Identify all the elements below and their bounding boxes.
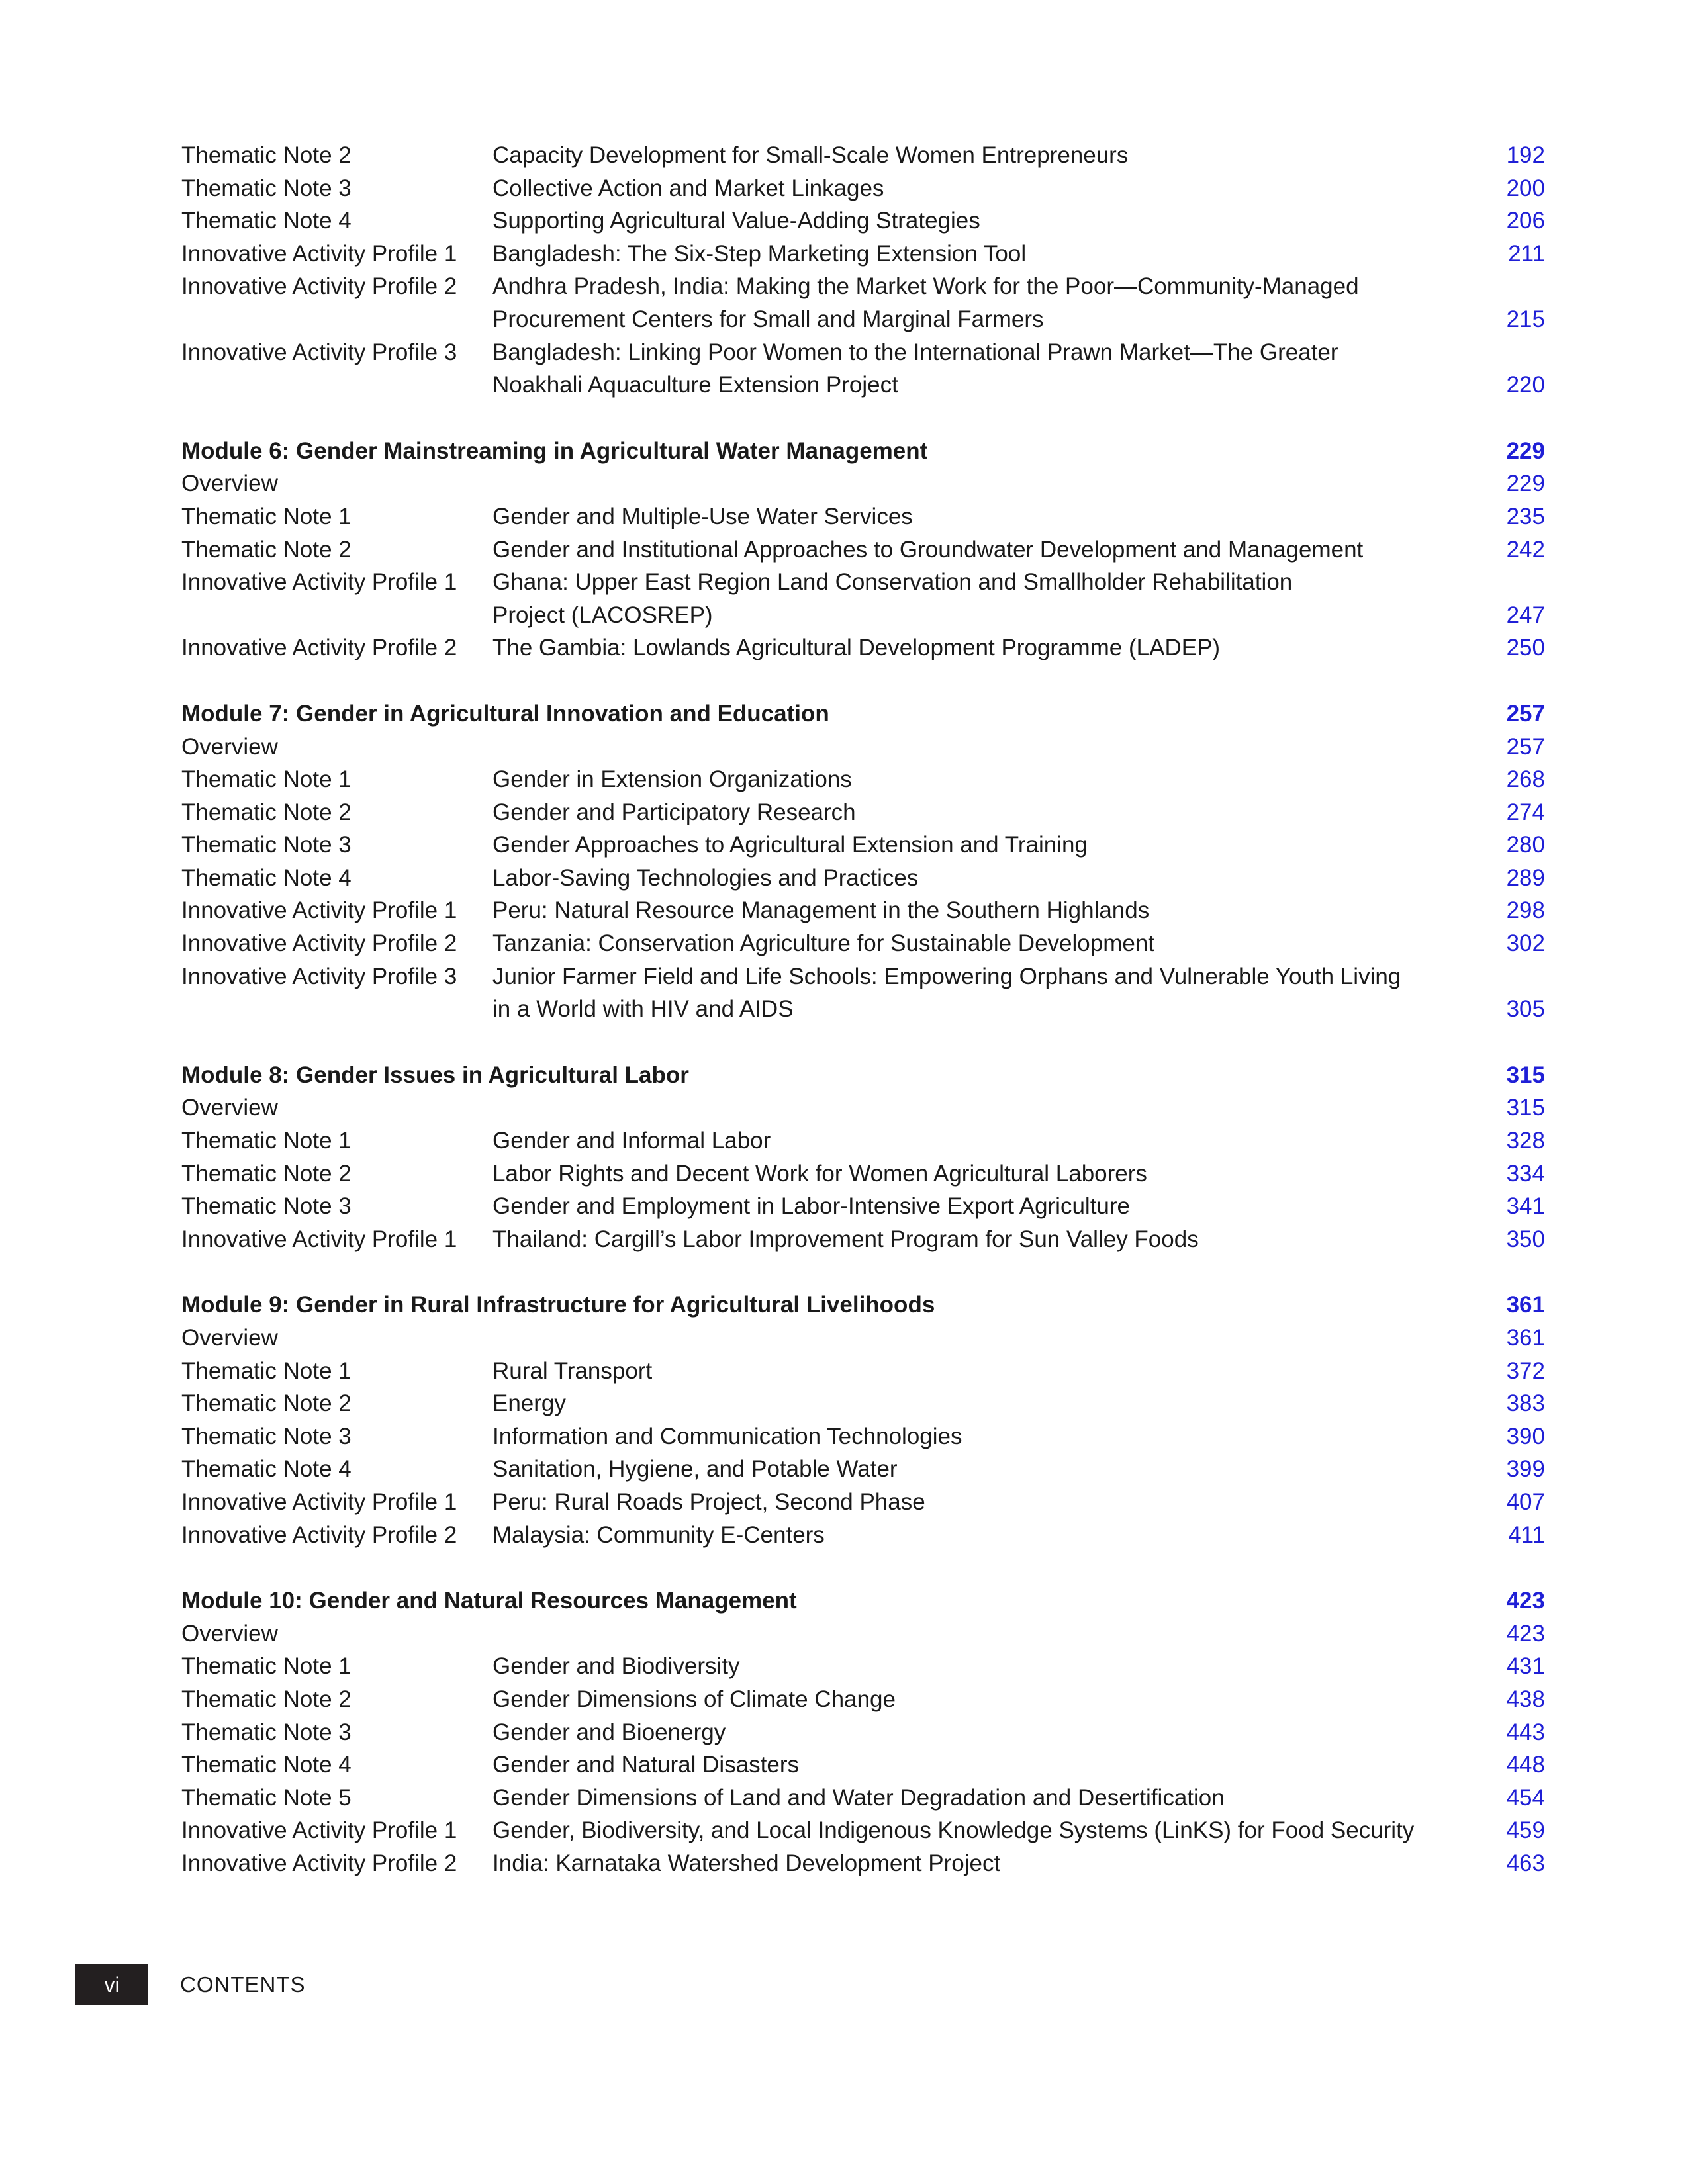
page-number-link[interactable]: 192 — [1506, 142, 1545, 168]
entry-label: Thematic Note 5 — [181, 1784, 352, 1811]
entry-title — [492, 205, 1472, 238]
entry-title-line: Gender and Natural Disasters — [492, 1752, 799, 1778]
page-number-link[interactable]: 361 — [1506, 1292, 1545, 1318]
module-title: Module 6: Gender Mainstreaming in Agricultural Water Management — [181, 437, 928, 464]
toc-entry[interactable] — [181, 1453, 1545, 1486]
entry-label: Thematic Note 2 — [181, 1390, 352, 1417]
entry-label: Overview — [181, 1620, 278, 1647]
entry-label: Overview — [181, 1325, 278, 1351]
entry-title — [492, 763, 1472, 796]
entry-title-line: Gender and Bioenergy — [492, 1719, 726, 1745]
entry-title — [492, 796, 1472, 829]
page-number-link[interactable]: 298 — [1506, 897, 1545, 924]
entry-title — [492, 336, 1472, 402]
entry-title — [492, 1387, 1472, 1420]
toc-entry[interactable] — [181, 1355, 1545, 1388]
page-number-link[interactable]: 200 — [1506, 175, 1545, 201]
page-number-link[interactable]: 328 — [1506, 1128, 1545, 1154]
page-number-link[interactable]: 268 — [1506, 766, 1545, 793]
toc-entry[interactable] — [181, 1420, 1545, 1453]
page-number-link[interactable]: 257 — [1506, 700, 1545, 727]
module-title: Module 7: Gender in Agricultural Innovation and Education — [181, 700, 829, 727]
entry-title-line: Energy — [492, 1390, 566, 1417]
toc-entry[interactable] — [181, 894, 1545, 927]
entry-label: Thematic Note 4 — [181, 1752, 352, 1778]
entry-title-line: Gender Dimensions of Climate Change — [492, 1686, 896, 1712]
toc-entry[interactable] — [181, 566, 1545, 631]
page-number-link[interactable]: 350 — [1506, 1226, 1545, 1252]
entry-label: Innovative Activity Profile 2 — [181, 931, 457, 957]
entry-label: Innovative Activity Profile 1 — [181, 1817, 457, 1844]
module-title: Module 8: Gender Issues in Agricultural Labor — [181, 1062, 689, 1088]
page-number-link[interactable]: 431 — [1506, 1653, 1545, 1680]
page-number-link[interactable]: 459 — [1506, 1817, 1545, 1844]
entry-label: Thematic Note 3 — [181, 1193, 352, 1220]
toc-entry[interactable] — [181, 631, 1545, 664]
entry-title — [492, 270, 1472, 336]
entry-label: Innovative Activity Profile 2 — [181, 273, 457, 300]
entry-title-line: Gender Approaches to Agricultural Extension and Training — [492, 832, 1088, 858]
entry-label: Thematic Note 1 — [181, 1128, 352, 1154]
entry-title — [492, 1519, 1472, 1552]
page-number-link[interactable]: 289 — [1506, 864, 1545, 891]
entry-label: Innovative Activity Profile 1 — [181, 1488, 457, 1515]
entry-title-line: Collective Action and Market Linkages — [492, 175, 884, 201]
entry-title — [492, 927, 1472, 960]
entry-label: Innovative Activity Profile 1 — [181, 240, 457, 267]
entry-title-line: Andhra Pradesh, India: Making the Market Work for the Poor—Community-Managed — [492, 273, 1359, 300]
module-title: Module 10: Gender and Natural Resources Management — [181, 1588, 797, 1614]
entry-label: Innovative Activity Profile 2 — [181, 1850, 457, 1876]
entry-title-line: Peru: Natural Resource Management in the Southern Highlands — [492, 897, 1150, 924]
entry-title-line: Project (LACOSREP) — [492, 602, 713, 628]
entry-title-line: Labor Rights and Decent Work for Women Agricultural Laborers — [492, 1160, 1147, 1187]
toc-entry[interactable] — [181, 1190, 1545, 1223]
page-number-link[interactable]: 341 — [1506, 1193, 1545, 1220]
page-number-link[interactable]: 206 — [1506, 208, 1545, 234]
page-number-link[interactable]: 423 — [1506, 1588, 1545, 1614]
entry-title — [492, 1716, 1472, 1749]
entry-title — [492, 862, 1472, 895]
entry-title-line: Capacity Development for Small-Scale Women Entrepreneurs — [492, 142, 1129, 168]
entry-label: Thematic Note 4 — [181, 864, 352, 891]
entry-label: Innovative Activity Profile 1 — [181, 1226, 457, 1252]
page-number-link[interactable]: 383 — [1506, 1390, 1545, 1417]
module-title: Module 9: Gender in Rural Infrastructure for Agricultural Livelihoods — [181, 1292, 935, 1318]
entry-label: Innovative Activity Profile 2 — [181, 635, 457, 661]
toc-entry[interactable] — [181, 1091, 1545, 1124]
page-number-link[interactable]: 438 — [1506, 1686, 1545, 1712]
entry-label: Thematic Note 4 — [181, 1456, 352, 1482]
page-number-link[interactable]: 235 — [1506, 503, 1545, 529]
toc-module-heading[interactable] — [181, 698, 1545, 731]
page-number-link[interactable]: 463 — [1506, 1850, 1545, 1876]
toc-entry[interactable] — [181, 796, 1545, 829]
page-number-link[interactable]: 280 — [1506, 832, 1545, 858]
entry-title-line: Gender Dimensions of Land and Water Degradation and Desertification — [492, 1784, 1225, 1811]
entry-title — [492, 631, 1472, 664]
toc-entry[interactable] — [181, 1486, 1545, 1519]
entry-title — [492, 1749, 1472, 1782]
entry-label: Thematic Note 3 — [181, 1423, 352, 1449]
entry-label: Innovative Activity Profile 2 — [181, 1522, 457, 1548]
page-number-link[interactable]: 229 — [1506, 471, 1545, 497]
entry-title — [492, 1782, 1472, 1815]
toc-entry[interactable] — [181, 238, 1545, 271]
toc-entry[interactable] — [181, 763, 1545, 796]
toc-module-heading[interactable] — [181, 1059, 1545, 1092]
entry-title — [492, 1190, 1472, 1223]
entry-title — [492, 139, 1472, 172]
toc-entry[interactable] — [181, 270, 1545, 336]
entry-label: Overview — [181, 733, 278, 760]
toc-entry[interactable] — [181, 1650, 1545, 1683]
entry-title-line: Gender and Participatory Research — [492, 799, 856, 825]
page-number-link[interactable]: 257 — [1506, 733, 1545, 760]
page-number-link[interactable]: 247 — [1506, 602, 1545, 628]
entry-label: Thematic Note 3 — [181, 832, 352, 858]
entry-title — [492, 1223, 1472, 1256]
entry-title-line: Malaysia: Community E-Centers — [492, 1522, 825, 1548]
toc-entry[interactable] — [181, 960, 1545, 1026]
toc-entry[interactable] — [181, 862, 1545, 895]
entry-label: Thematic Note 3 — [181, 175, 352, 201]
entry-title-line: Gender and Biodiversity — [492, 1653, 740, 1680]
page-number-link[interactable]: 454 — [1506, 1784, 1545, 1811]
page-number-link[interactable]: 399 — [1506, 1456, 1545, 1482]
page-number-link[interactable]: 302 — [1506, 931, 1545, 957]
entry-title-line: Noakhali Aquaculture Extension Project — [492, 372, 898, 398]
entry-label: Thematic Note 2 — [181, 142, 352, 168]
entry-title — [492, 1453, 1472, 1486]
entry-title — [492, 566, 1472, 631]
toc-entry[interactable] — [181, 500, 1545, 533]
entry-title-line: Information and Communication Technologies — [492, 1423, 962, 1449]
toc-module-heading[interactable] — [181, 1584, 1545, 1617]
entry-label: Innovative Activity Profile 1 — [181, 569, 457, 596]
entry-label: Overview — [181, 1095, 278, 1121]
toc-module-heading[interactable] — [181, 1289, 1545, 1322]
entry-label: Thematic Note 1 — [181, 1357, 352, 1384]
entry-title-line: Gender and Informal Labor — [492, 1128, 771, 1154]
entry-label: Thematic Note 2 — [181, 1160, 352, 1187]
page-number-link[interactable]: 361 — [1506, 1325, 1545, 1351]
toc-entry[interactable] — [181, 1749, 1545, 1782]
entry-title-line: Gender, Biodiversity, and Local Indigenous Knowledge Systems (LinKS) for Food Security — [492, 1817, 1415, 1844]
entry-title — [492, 533, 1472, 567]
entry-title — [492, 1486, 1472, 1519]
entry-title-line: in a World with HIV and AIDS — [492, 996, 794, 1023]
entry-title — [492, 960, 1472, 1026]
page-number-link[interactable]: 229 — [1506, 437, 1545, 464]
toc-entry[interactable] — [181, 1124, 1545, 1158]
page-number-link[interactable]: 220 — [1506, 372, 1545, 398]
toc-entry[interactable] — [181, 1716, 1545, 1749]
entry-title — [492, 1814, 1472, 1847]
entry-label: Innovative Activity Profile 3 — [181, 963, 457, 989]
entry-title-line: Ghana: Upper East Region Land Conservation and Smallholder Rehabilitation — [492, 569, 1293, 596]
entry-title — [492, 1847, 1472, 1880]
entry-title — [492, 1683, 1472, 1716]
toc-entry[interactable] — [181, 1158, 1545, 1191]
toc-entry[interactable] — [181, 1223, 1545, 1256]
entry-title-line: The Gambia: Lowlands Agricultural Development Programme (LADEP) — [492, 635, 1221, 661]
entry-title — [492, 894, 1472, 927]
entry-title-line: Bangladesh: The Six-Step Marketing Extension Tool — [492, 240, 1027, 267]
entry-title-line: Labor-Saving Technologies and Practices — [492, 864, 919, 891]
toc-entry[interactable] — [181, 1322, 1545, 1355]
page-number-link[interactable]: 407 — [1506, 1488, 1545, 1515]
entry-title — [492, 172, 1472, 205]
entry-title-line: Procurement Centers for Small and Marginal Farmers — [492, 306, 1044, 332]
running-footer-label: CONTENTS — [180, 1972, 306, 1997]
toc-entry[interactable] — [181, 829, 1545, 862]
page-number-link[interactable]: 315 — [1506, 1095, 1545, 1121]
entry-title-line: Gender and Institutional Approaches to Groundwater Development and Management — [492, 536, 1364, 563]
toc-entry[interactable] — [181, 1519, 1545, 1552]
page-number-link[interactable]: 443 — [1506, 1719, 1545, 1745]
entry-label: Thematic Note 2 — [181, 1686, 352, 1712]
entry-label: Thematic Note 2 — [181, 536, 352, 563]
entry-title-line: India: Karnataka Watershed Development Project — [492, 1850, 1001, 1876]
page-number-link[interactable]: 390 — [1506, 1423, 1545, 1449]
page-number-link[interactable]: 448 — [1506, 1752, 1545, 1778]
entry-title-line: Peru: Rural Roads Project, Second Phase — [492, 1488, 925, 1515]
entry-title-line: Gender and Multiple-Use Water Services — [492, 503, 913, 529]
entry-title-line: Gender and Employment in Labor-Intensive Export Agriculture — [492, 1193, 1131, 1220]
entry-title — [492, 1124, 1472, 1158]
page-number-link[interactable]: 372 — [1506, 1357, 1545, 1384]
entry-label: Innovative Activity Profile 1 — [181, 897, 457, 924]
entry-title-line: Junior Farmer Field and Life Schools: Empowering Orphans and Vulnerable Youth Living — [492, 963, 1401, 989]
entry-title-line: Rural Transport — [492, 1357, 653, 1384]
entry-label: Overview — [181, 471, 278, 497]
toc-entry[interactable] — [181, 139, 1545, 172]
toc-entry[interactable] — [181, 336, 1545, 402]
toc-entry[interactable] — [181, 205, 1545, 238]
toc-entry[interactable] — [181, 172, 1545, 205]
entry-label: Thematic Note 1 — [181, 503, 352, 529]
entry-label: Innovative Activity Profile 3 — [181, 339, 457, 365]
entry-label: Thematic Note 4 — [181, 208, 352, 234]
page-number-link[interactable]: 334 — [1506, 1160, 1545, 1187]
toc-entry[interactable] — [181, 1617, 1545, 1651]
page-number-link[interactable]: 250 — [1506, 635, 1545, 661]
entry-label: Thematic Note 2 — [181, 799, 352, 825]
entry-title-line: Supporting Agricultural Value-Adding Strategies — [492, 208, 980, 234]
toc-entry[interactable] — [181, 1683, 1545, 1716]
page-number-link[interactable]: 305 — [1506, 996, 1545, 1023]
page-footer — [75, 1964, 306, 2005]
entry-label: Thematic Note 1 — [181, 766, 352, 793]
entry-title — [492, 829, 1472, 862]
entry-label: Thematic Note 3 — [181, 1719, 352, 1745]
page-number-link[interactable]: 315 — [1506, 1062, 1545, 1088]
page-number-badge: vi — [75, 1964, 148, 2005]
toc-entry[interactable] — [181, 467, 1545, 500]
toc-entry[interactable] — [181, 1814, 1545, 1847]
toc-entry[interactable] — [181, 533, 1545, 567]
toc-module-heading[interactable] — [181, 435, 1545, 468]
page-number-link[interactable]: 215 — [1506, 306, 1545, 332]
entry-title-line: Bangladesh: Linking Poor Women to the International Prawn Market—The Greater — [492, 339, 1338, 365]
entry-title — [492, 500, 1472, 533]
entry-title — [492, 1355, 1472, 1388]
entry-title-line: Sanitation, Hygiene, and Potable Water — [492, 1456, 898, 1482]
entry-title — [492, 238, 1472, 271]
page-number-link[interactable]: 211 — [1508, 240, 1545, 267]
toc-entry[interactable] — [181, 927, 1545, 960]
entry-title-line: Tanzania: Conservation Agriculture for Sustainable Development — [492, 931, 1155, 957]
entry-title-line: Thailand: Cargill’s Labor Improvement Program for Sun Valley Foods — [492, 1226, 1199, 1252]
toc-entry[interactable] — [181, 1847, 1545, 1880]
entry-title-line: Gender in Extension Organizations — [492, 766, 852, 793]
page-number-link[interactable]: 242 — [1506, 536, 1545, 563]
toc-entry[interactable] — [181, 1782, 1545, 1815]
entry-title — [492, 1158, 1472, 1191]
table-of-contents — [181, 139, 1545, 1880]
entry-label: Thematic Note 1 — [181, 1653, 352, 1680]
page-number-link[interactable]: 274 — [1506, 799, 1545, 825]
entry-title — [492, 1650, 1472, 1683]
entry-title — [492, 1420, 1472, 1453]
page-number-link[interactable]: 423 — [1506, 1620, 1545, 1647]
toc-entry[interactable] — [181, 731, 1545, 764]
page-number-link[interactable]: 411 — [1508, 1522, 1545, 1548]
toc-entry[interactable] — [181, 1387, 1545, 1420]
